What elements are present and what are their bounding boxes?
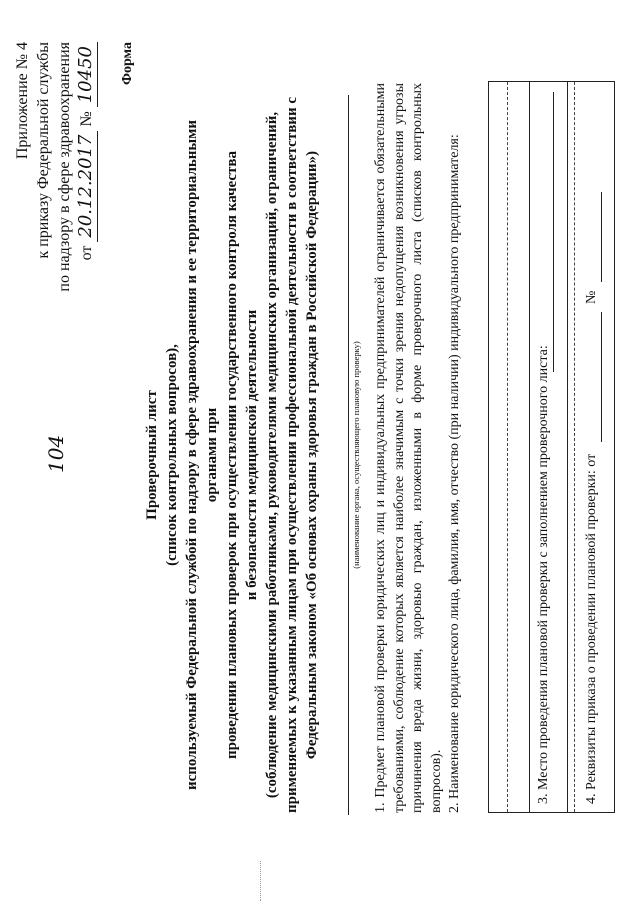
checklist-fields-box bbox=[488, 81, 615, 813]
from-label: от bbox=[78, 245, 95, 261]
appendix-line2: к приказу Федеральной службы bbox=[35, 42, 52, 259]
document-title bbox=[142, 95, 322, 815]
org-name-line[interactable] bbox=[348, 95, 349, 815]
paragraph-2: 2. Наименование юридического лица, фамилия, имя, отчество (при наличии) индивидуального предпринимателя: bbox=[447, 134, 462, 813]
title-line4: проведении плановых проверок при осуществлении государственного контроля качества bbox=[224, 150, 240, 760]
order-number bbox=[75, 42, 98, 107]
title-line1: Проверочный лист bbox=[144, 390, 160, 520]
appendix-line1: Приложение № 4 bbox=[14, 42, 31, 160]
title-line5: и безопасности медицинской деятельности bbox=[244, 309, 260, 601]
order-date-value: 20.12.2017 bbox=[75, 134, 96, 238]
org-name-caption: (наименование органа, осуществляющего плановую проверку) bbox=[351, 341, 361, 569]
title-line6: (соблюдение медицинскими работниками, руководителями медицинских организаций, ограничений, bbox=[264, 111, 280, 799]
form-label: Форма bbox=[120, 42, 135, 86]
item-3-divider bbox=[567, 82, 568, 812]
item-4-from-label: 4. Реквизиты приказа о проведении плановой проверки: от bbox=[584, 453, 599, 804]
entity-name-field-divider bbox=[529, 82, 530, 812]
appendix-header bbox=[12, 42, 98, 422]
order-number-field[interactable] bbox=[601, 192, 602, 282]
title-line3: используемый Федеральной службой по надзору в сфере здравоохранения и ее территориальными органами при bbox=[184, 119, 220, 791]
appendix-line3: по надзору в сфере здравоохранения bbox=[56, 42, 73, 292]
item-4-label bbox=[584, 454, 600, 804]
entity-name-field-line[interactable] bbox=[507, 82, 508, 812]
item-3-label: 3. Место проведения плановой проверки с заполнением проверочного листа: bbox=[536, 345, 551, 804]
title-line7: применяемых к указанным лицам при осуществлении профессиональной деятельности в соответствии с bbox=[284, 97, 300, 814]
number-label: № bbox=[78, 111, 95, 127]
order-date-field[interactable] bbox=[601, 312, 602, 442]
title-line8: Федеральным законом «Об основах охраны здоровья граждан в Российской Федерации») bbox=[304, 150, 320, 760]
order-date bbox=[75, 131, 98, 242]
inspection-place-field[interactable] bbox=[553, 92, 554, 372]
order-number-value: 10450 bbox=[75, 46, 96, 104]
handwritten-page-number: 104 bbox=[44, 434, 68, 473]
paragraph-1: 1. Предмет плановой проверки юридических лиц и индивидуальных предпринимателей ограничивается обязательными требованиями, соблюдение которых является наиболее значимым с точки зрения недопущения возникновения угрозы причинения вреда жизни, здоровью граждан, изложенными в форме проверочного листа (списков контрольных вопросов). bbox=[373, 83, 444, 813]
item-3-extra-line[interactable] bbox=[574, 82, 575, 812]
item-4-number-label: № bbox=[584, 290, 599, 304]
title-line2: (список контрольных вопросов), bbox=[164, 344, 180, 566]
appendix-date-line bbox=[75, 42, 98, 422]
scan-edge-mark bbox=[260, 861, 261, 901]
